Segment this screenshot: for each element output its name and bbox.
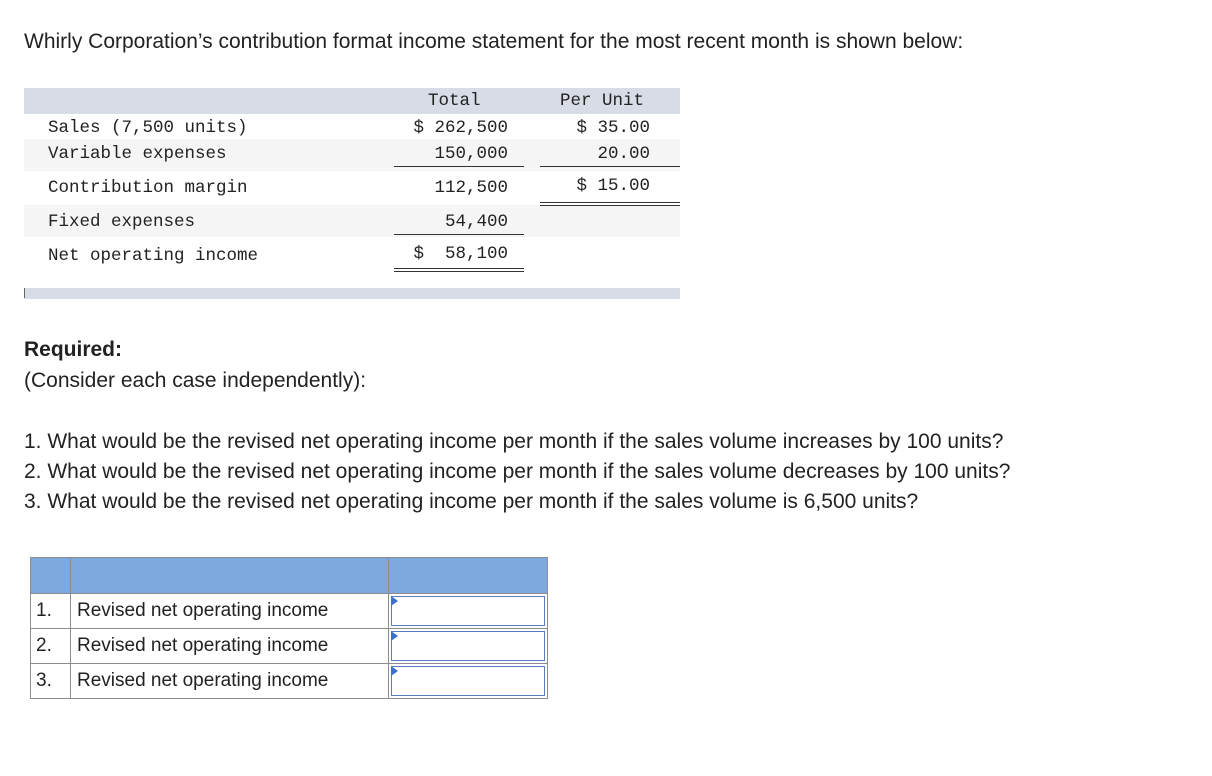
row-total-contribution: 112,500 xyxy=(434,178,508,198)
input-flag-icon xyxy=(391,596,398,606)
input-flag-icon xyxy=(391,666,398,676)
double-underline-per-unit xyxy=(540,202,680,206)
question-2: 2. What would be the revised net operating income per month if the sales volume decreases by 100 units? xyxy=(24,460,1011,483)
header-cell xyxy=(389,558,548,594)
header-total: Total xyxy=(428,91,481,111)
row-label-fixed: Fixed expenses xyxy=(48,212,196,232)
row-number: 1. xyxy=(31,594,71,629)
row-total-fixed: 54,400 xyxy=(444,212,508,232)
row-per-unit-contribution: $ 15.00 xyxy=(576,176,650,196)
row-number: 3. xyxy=(31,664,71,699)
footer-tick xyxy=(24,288,25,298)
row-label: Revised net operating income xyxy=(71,664,389,699)
row-total-sales: $ 262,500 xyxy=(413,118,508,138)
answer-table xyxy=(30,557,548,699)
row-label-sales: Sales (7,500 units) xyxy=(48,118,248,138)
answer-input-box[interactable] xyxy=(391,666,545,696)
input-flag-icon xyxy=(391,631,398,641)
row-label-contribution: Contribution margin xyxy=(48,178,248,198)
answer-input-1[interactable] xyxy=(389,594,548,629)
underline-fixed xyxy=(394,234,524,235)
answer-table-header xyxy=(31,558,548,594)
question-list xyxy=(24,427,1010,517)
answer-input-2[interactable] xyxy=(389,629,548,664)
row-per-unit-variable: 20.00 xyxy=(597,144,650,164)
answer-input-3[interactable] xyxy=(389,664,548,699)
row-per-unit-sales: $ 35.00 xyxy=(576,118,650,138)
row-label: Revised net operating income xyxy=(71,594,389,629)
table-row xyxy=(31,629,548,664)
answer-input-box[interactable] xyxy=(391,631,545,661)
header-per-unit: Per Unit xyxy=(560,91,645,111)
header-cell xyxy=(31,558,71,594)
underline-per-unit xyxy=(540,166,680,167)
underline-total xyxy=(394,166,524,167)
row-label: Revised net operating income xyxy=(71,629,389,664)
row-total-net: $ 58,100 xyxy=(413,244,508,264)
double-underline-net xyxy=(394,268,524,272)
intro-text: Whirly Corporation’s contribution format income statement for the most recent month is shown below: xyxy=(24,30,964,53)
income-statement xyxy=(24,88,680,300)
answer-input-box[interactable] xyxy=(391,596,545,626)
header-cell xyxy=(71,558,389,594)
footer-band xyxy=(24,288,680,299)
row-number: 2. xyxy=(31,629,71,664)
required-heading: Required: xyxy=(24,338,123,361)
row-label-variable: Variable expenses xyxy=(48,144,227,164)
table-row xyxy=(31,594,548,629)
required-subtitle: (Consider each case independently): xyxy=(24,369,367,392)
row-total-variable: 150,000 xyxy=(434,144,508,164)
question-1: 1. What would be the revised net operating income per month if the sales volume increases by 100 units? xyxy=(24,430,1004,453)
row-label-net: Net operating income xyxy=(48,246,259,266)
table-row xyxy=(31,664,548,699)
question-3: 3. What would be the revised net operating income per month if the sales volume is 6,500 units? xyxy=(24,490,919,513)
